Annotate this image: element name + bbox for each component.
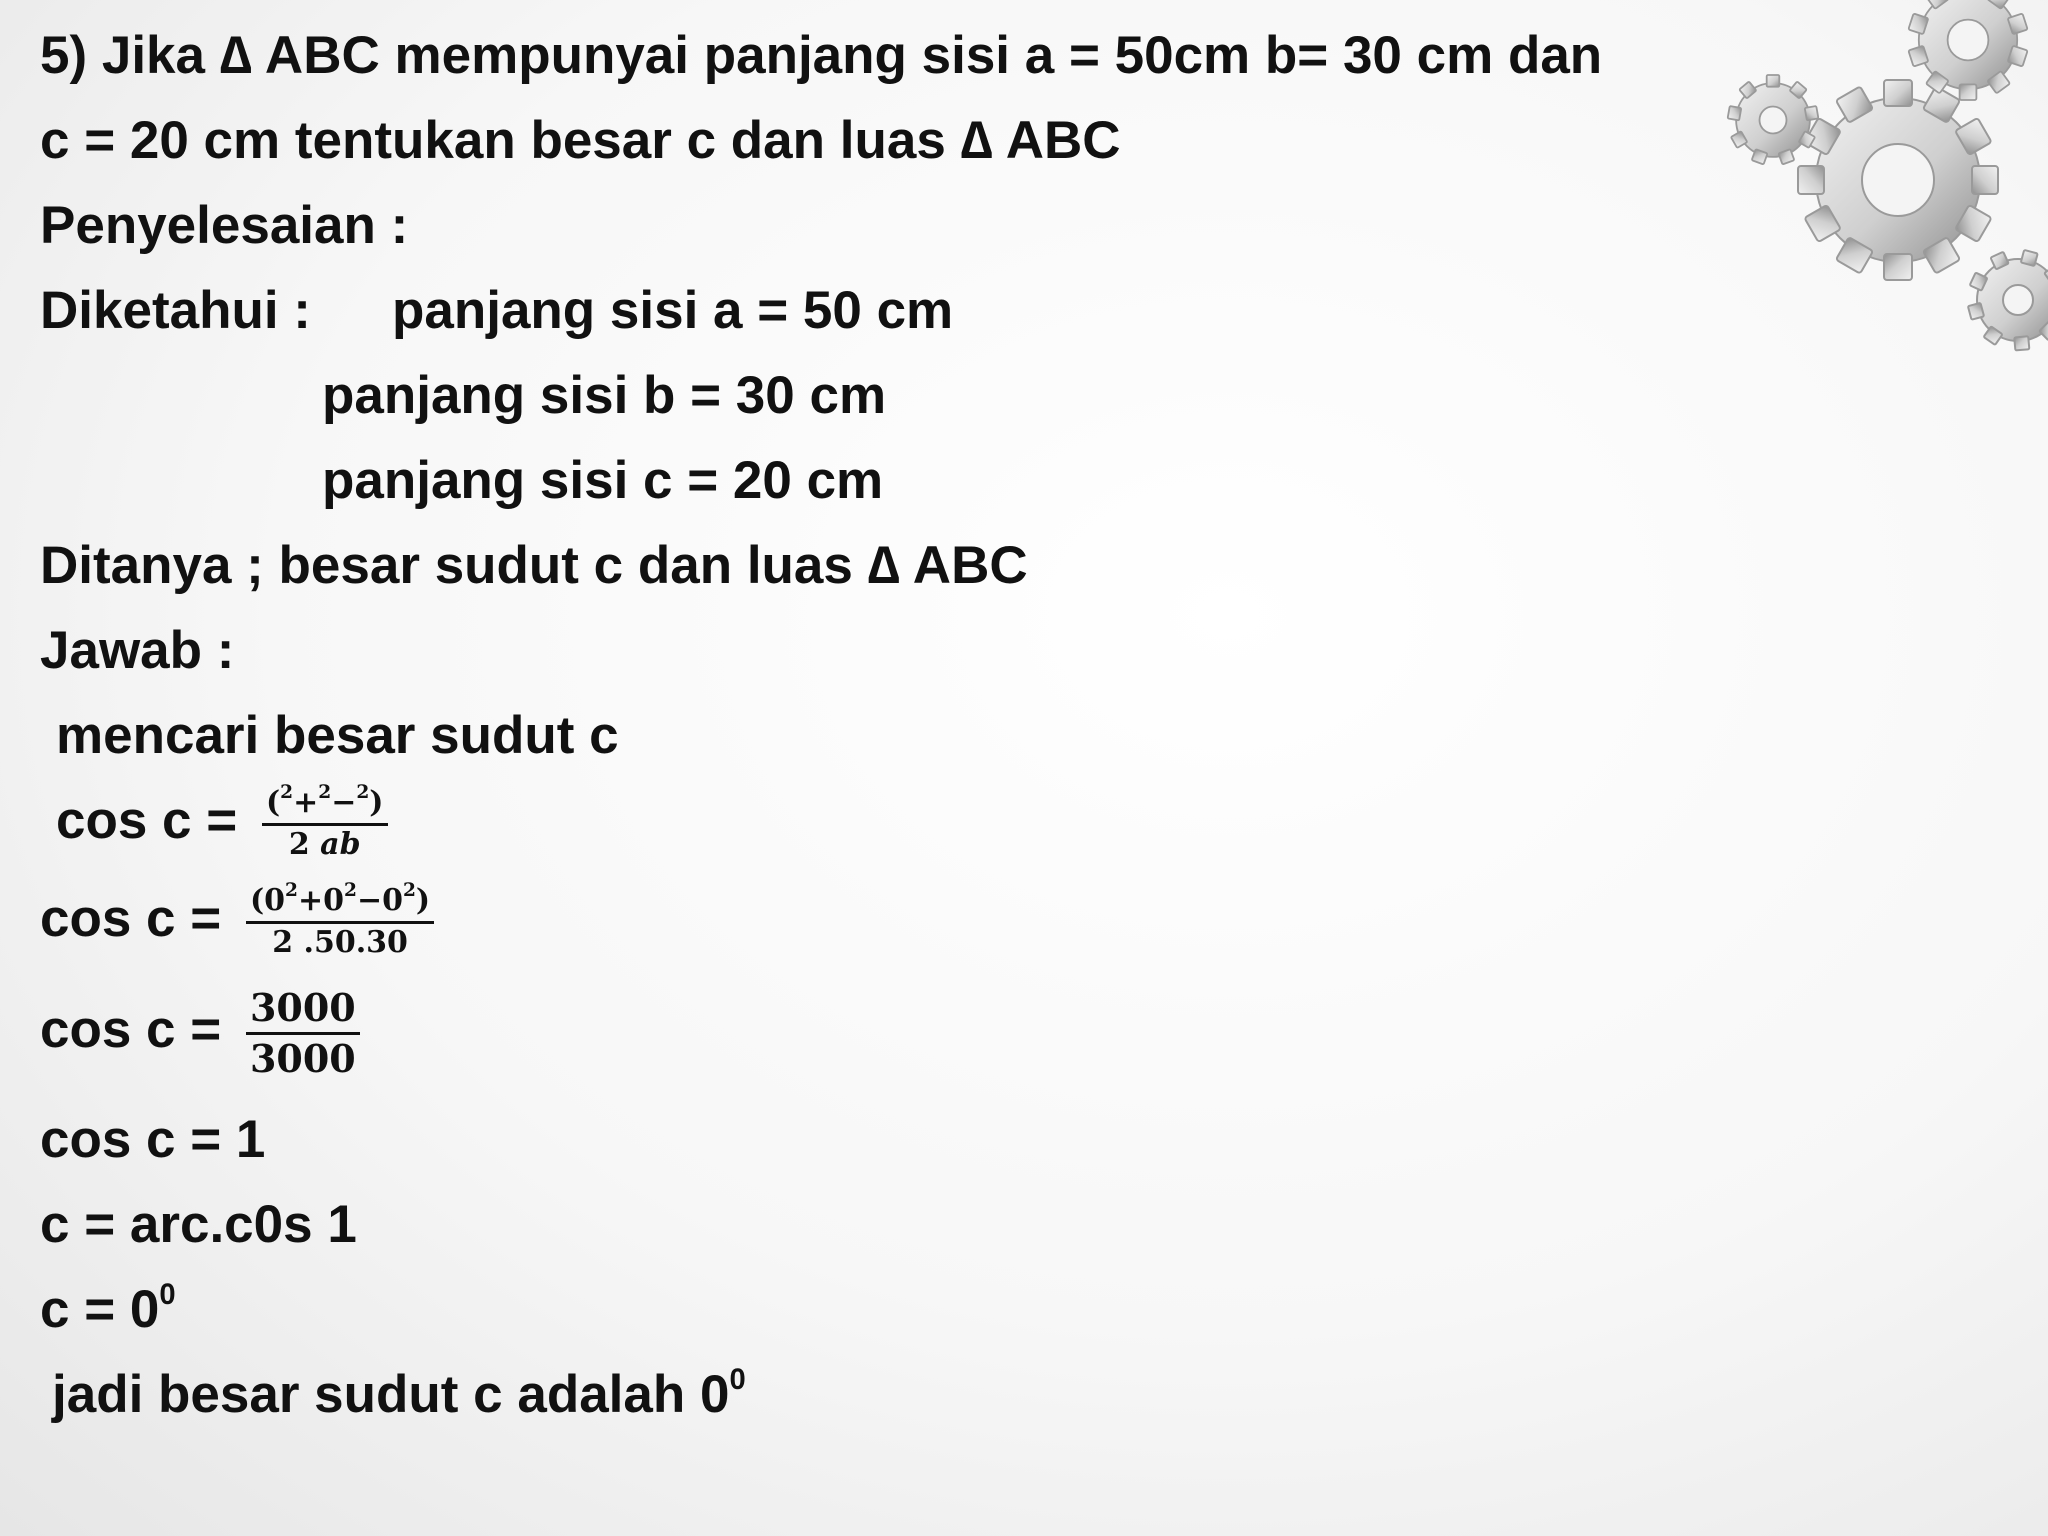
eq1-den-number: 2: [288, 826, 321, 862]
known-side-a: panjang sisi a = 50 cm: [392, 281, 954, 340]
known-side-c: panjang sisi c = 20 cm: [322, 451, 884, 510]
eq2-denominator: 2 .50.30: [272, 924, 408, 960]
conclusion: [52, 1363, 746, 1427]
eq3-numerator: 3000: [246, 986, 360, 1035]
equation-6: [40, 1278, 176, 1342]
eq1-open: (: [265, 785, 281, 820]
eq1-denominator: [262, 826, 388, 863]
conclusion-sup: 0: [729, 1363, 746, 1396]
eq2-lhs: cos c =: [40, 889, 222, 948]
asked-line: Ditanya ; besar sudut c dan luas ∆ ABC: [40, 536, 1028, 595]
eq1-den-variable: ab: [320, 826, 361, 862]
eq2-sup-2: 2: [344, 880, 357, 902]
eq2-num-a: (0: [249, 883, 286, 918]
eq2-sup-3: 2: [402, 880, 416, 902]
eq1-sup-1: 2: [280, 782, 294, 804]
equation-3: [40, 986, 360, 1080]
eq3-fraction: [246, 986, 360, 1080]
problem-line-1: 5) Jika ∆ ABC mempunyai panjang sisi a = 50cm b= 30 cm dan: [40, 26, 1603, 85]
eq1-sup-2: 2: [318, 782, 332, 804]
answer-label: Jawab :: [40, 621, 235, 680]
solution-heading: Penyelesaian :: [40, 196, 409, 255]
equation-1: [56, 782, 388, 862]
eq1-numerator: [262, 782, 388, 826]
eq2-sup-1: 2: [285, 880, 298, 902]
conclusion-base: jadi besar sudut c adalah 0: [52, 1365, 730, 1424]
eq3-denominator: 3000: [249, 1035, 356, 1081]
eq6-sup: 0: [159, 1278, 176, 1311]
eq2-num-c: −0: [356, 883, 403, 918]
eq2-numerator: [246, 880, 434, 924]
eq2-num-d: ): [415, 883, 431, 918]
eq1-sup-3: 2: [356, 782, 370, 804]
known-side-b: panjang sisi b = 30 cm: [322, 366, 887, 425]
eq1-minus: −: [331, 785, 357, 820]
eq2-fraction: [246, 880, 434, 960]
eq3-lhs: cos c =: [40, 1000, 222, 1060]
known-label: Diketahui :: [40, 281, 311, 340]
equation-4: cos c = 1: [40, 1110, 266, 1169]
equation-2: [40, 880, 434, 960]
equation-5: c = arc.c0s 1: [40, 1195, 357, 1254]
eq1-plus: +: [293, 785, 319, 820]
eq1-close: ): [369, 785, 384, 820]
eq6-base: c = 0: [40, 1280, 160, 1339]
eq1-fraction: [262, 782, 388, 862]
eq2-num-b: +0: [297, 883, 344, 918]
step-title: mencari besar sudut c: [56, 706, 619, 765]
problem-line-2: c = 20 cm tentukan besar c dan luas ∆ ABC: [40, 111, 1121, 170]
gears-icon: [1668, 0, 2048, 390]
eq1-lhs: cos c =: [56, 791, 238, 850]
